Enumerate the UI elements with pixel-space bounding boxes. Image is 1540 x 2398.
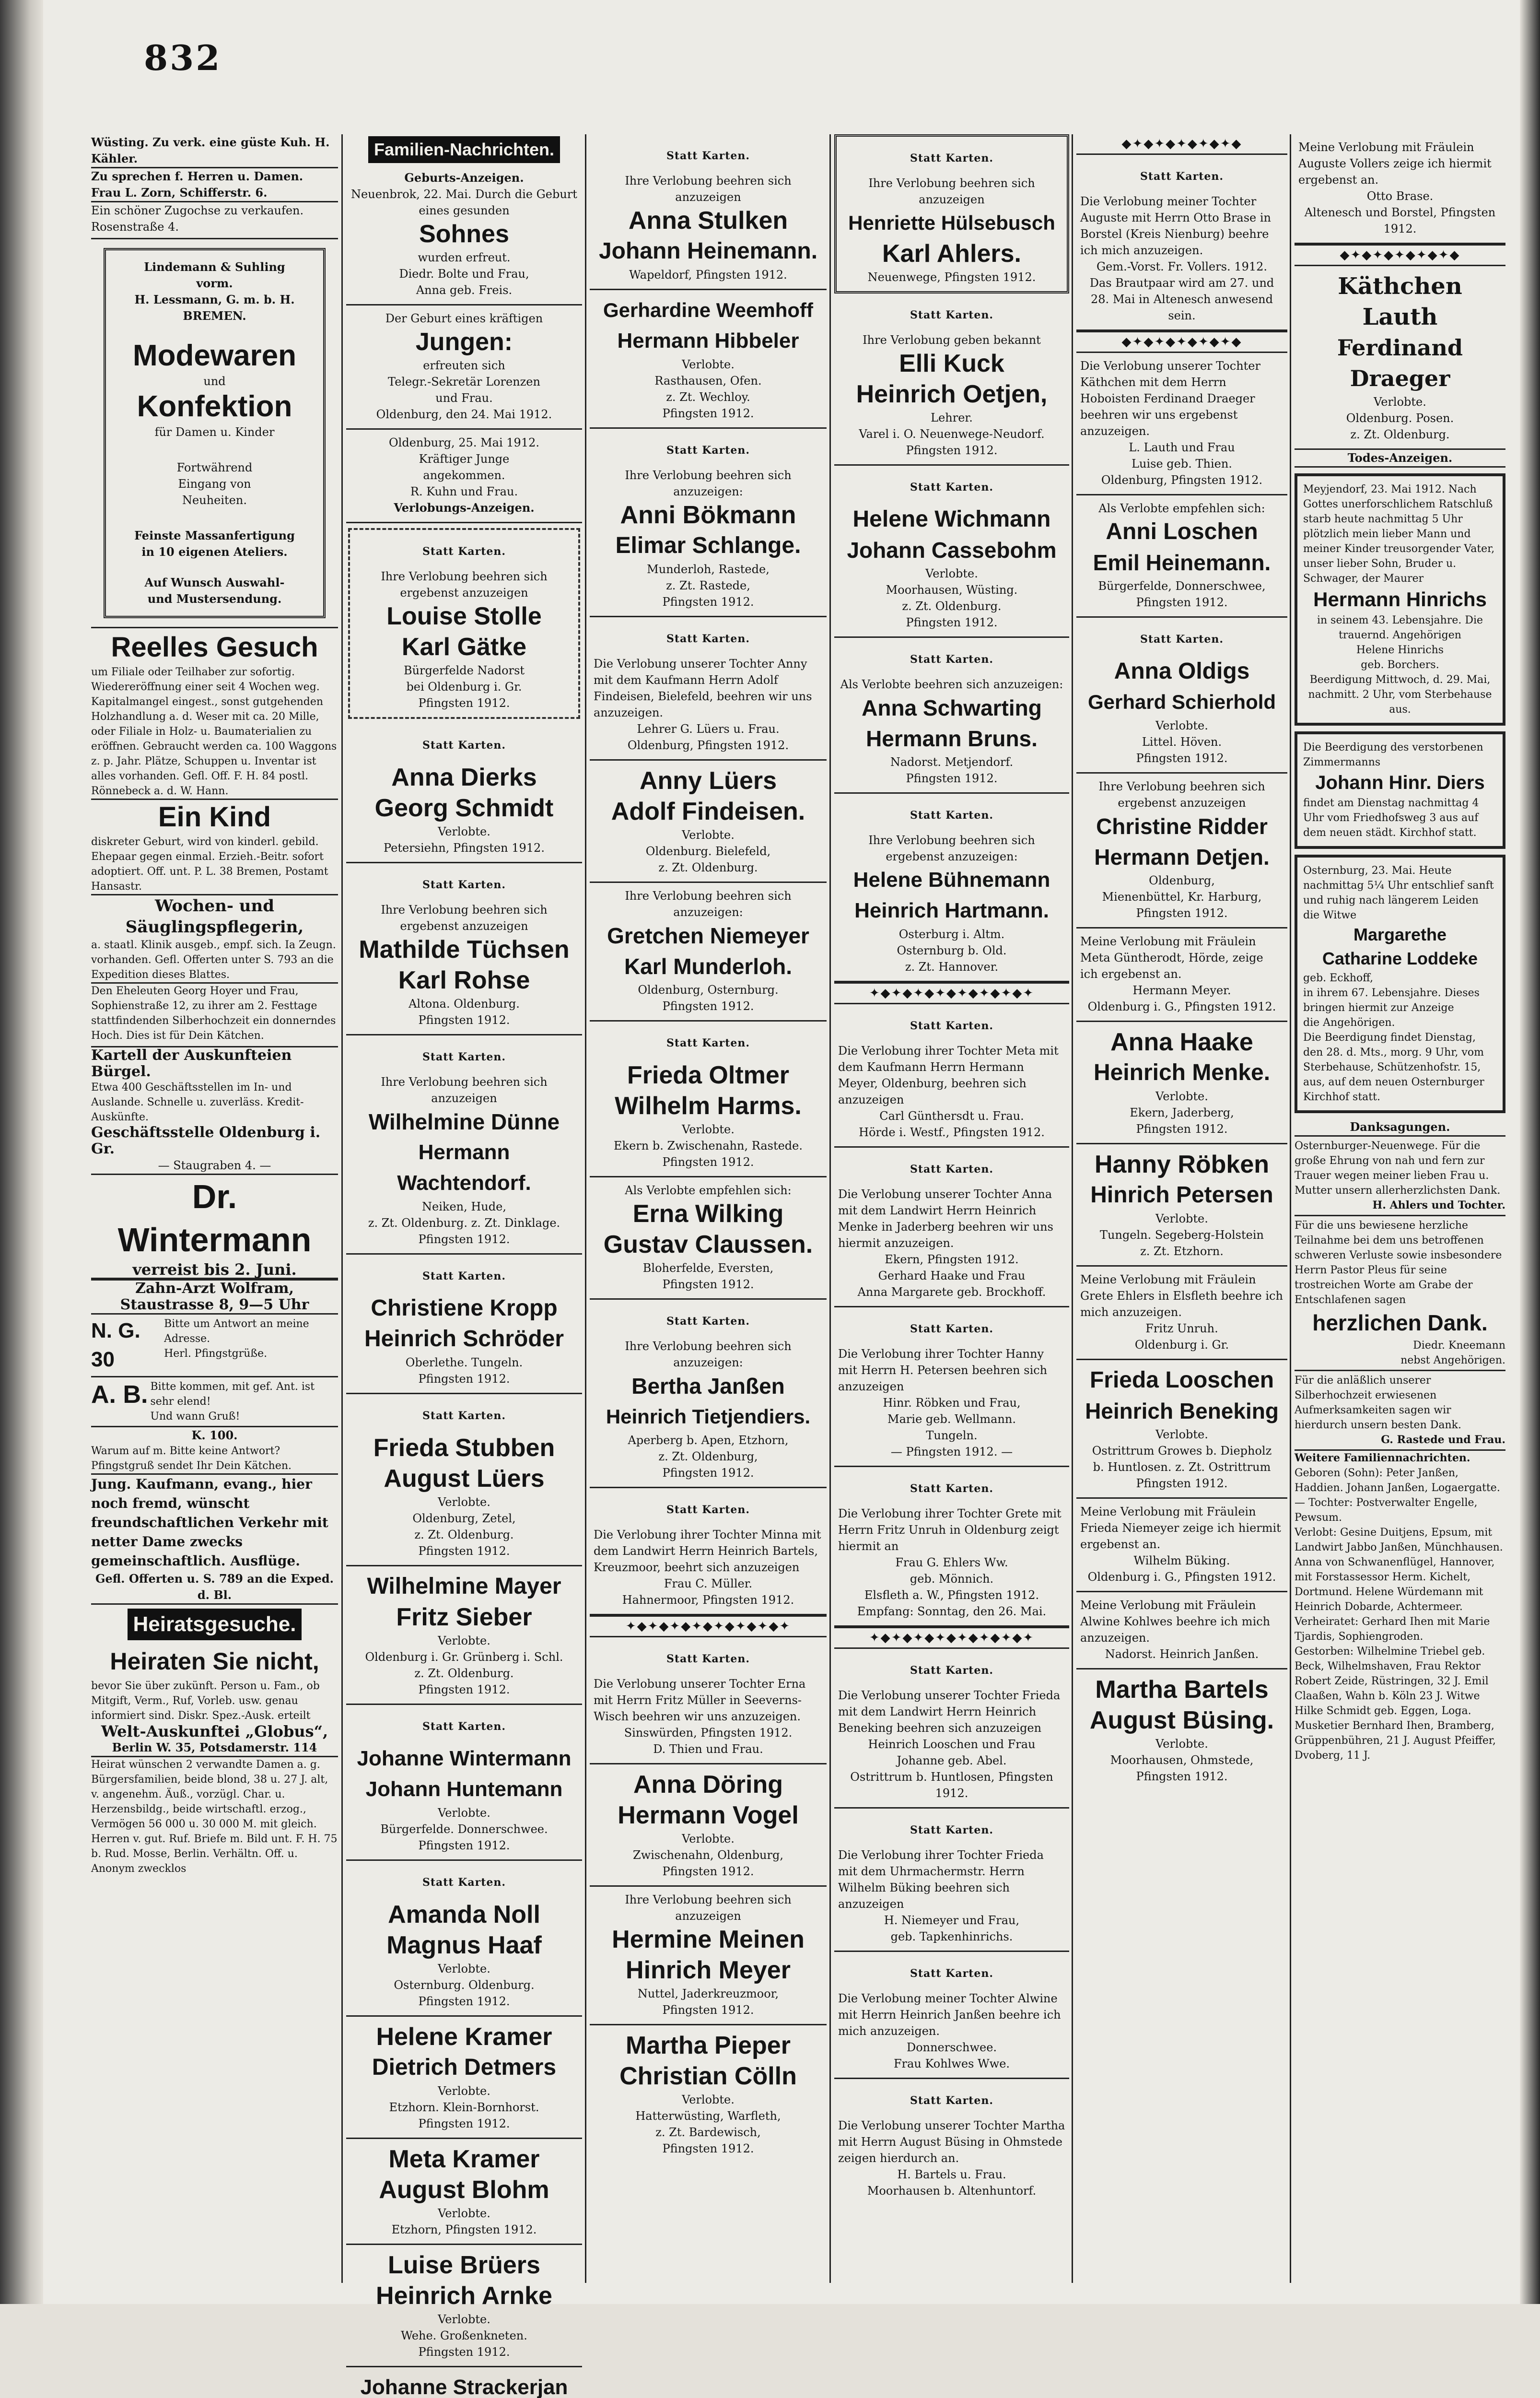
announcement-49-signature: Fritz Unruh. Oldenburg i. Gr. [1134,1322,1229,1352]
ornament-border: ✦◆✦◆✦◆✦◆✦◆✦◆✦◆✦ [834,982,1069,1004]
engagement-28-groom: Karl Ahlers. [882,240,1021,268]
engagement-24-statt-karten: Statt Karten. [666,1653,750,1665]
thanks-3-text: Für die anläßlich unserer Silberhochzeit erwiesenen Aufmerksamkeiten sagen wir hierdurch unsern besten Dank. [1295,1375,1461,1431]
ab-code: A. B. [91,1381,148,1409]
obituary-3-name: Margarethe [1353,925,1447,944]
engagement-44-groom: Gerhard Schierhold [1087,691,1276,713]
engagement-15-bride: Gerhardine Weemhoff [603,299,813,321]
kaufmann-text: Jung. Kaufmann, evang., hier noch fremd, wünscht freundschaftlichen Verkehr mit netter Dame zwecks gemeinschaftlich. Ausflüge. [91,1476,328,1569]
lindemann-und: und [203,375,226,388]
engagement-15-footer: Verlobte. Rasthausen, Ofen. z. Zt. Wechloy. Pfingsten 1912. [654,358,762,420]
announcement-38-statt-karten: Statt Karten. [910,1824,994,1836]
announcement-54-text: Meine Verlobung mit Fräulein Auguste Vollers zeige ich hiermit ergebenst an. [1298,141,1492,187]
engagement-20-groom: Wilhelm Harms. [615,1092,802,1120]
engagement-7-groom: Fritz Sieber [396,1603,532,1631]
ornament-border: ✦◆✦◆✦◆✦◆✦◆✦◆✦◆✦ [834,1627,1069,1649]
announcement-39-signature: Donnerschwee. Frau Kohlwes Wwe. [893,2041,1010,2070]
engagement-2-groom: Georg Schmidt [374,794,554,822]
obituary-3-name-2: Catharine Loddeke [1322,949,1478,968]
ad-wuesting: Wüsting. Zu verk. eine güste Kuh. H. Kähler. [91,135,330,165]
engagement-11-footer: Verlobte. Etzhorn, Pfingsten 1912. [391,2207,537,2236]
column-rule [829,134,831,2283]
engagement-28-statt-karten: Statt Karten. [910,152,994,165]
weitere-familiennachrichten-heading: Weitere Familiennachrichten. [1295,1452,1470,1464]
engagement-8-bride: Johanne Wintermann [357,1747,572,1770]
engagement-31-footer: Nadorst. Metjendorf. Pfingsten 1912. [890,755,1014,785]
engagement-17-signature: Lehrer G. Lüers u. Frau. Oldenburg, Pfingsten 1912. [627,722,789,752]
geburts-anzeigen-heading: Geburts-Anzeigen. [404,171,524,185]
wintermann-verreist: verreist bis 2. Juni. [132,1260,297,1279]
engagement-43-footer: Bürgerfelde, Donnerschwee, Pfingsten 1912. [1098,579,1266,609]
engagement-29-footer: Lehrer. Varel i. O. Neuenwege-Neudorf. Pfingsten 1912. [859,411,1045,457]
birth-2-parents: erfreuten sich Telegr.-Sekretär Lorenzen und Frau. Oldenburg, den 24. Mai 1912. [376,359,552,421]
obituary-1-details: in seinem 43. Lebensjahre. Die trauernd. Angehörigen Helene Hinrichs geb. Borchers. Beerdigung Mittwoch, d. 29. Mai, nachmitt. 2 Uhr, vom Sterbehause aus. [1308,614,1492,716]
engagement-4-intro: Ihre Verlobung beehren sich anzuzeigen [381,1075,548,1105]
engagement-19-intro: Ihre Verlobung beehren sich anzuzeigen: [625,889,792,919]
ornament-border: ◆✦◆✦◆✦◆✦◆✦◆ [1295,244,1505,266]
announcement-52-signature: Nadorst. Heinrich Janßen. [1105,1647,1259,1661]
engagement-13-bride: Johanne Strackerjan [360,2375,568,2398]
lindemann-sub: für Damen u. Kinder [154,425,275,439]
reelles-gesuch-text: um Filiale oder Teilhaber zur sofortig. Wiedereröffnung einer seit 4 Wochen weg. Kapitalmangel eingest., sonst gutgehenden Holzhandlung a. d. Weser mit ca. 20 Mille, oder Filiale in Holz- u. Baumaterialien zu eröffnen. Gebraucht werden ca. 100 Waggons z. p. Jahr. Plätze, Schuppen u. Inventar ist alles vorhanden. Gefl. Off. F. H. 84 postl. Rönnebeck a. d. W. Hann. [91,666,337,797]
ein-kind-text: diskreter Geburt, wird von kinderl. gebild. Ehepaar gegen einmal. Erzieh.-Beitr. sofort adoptiert. Off. unt. P. L. 38 Bremen, Postamt Hansastr. [91,836,328,893]
ornament-border: ✦◆✦◆✦◆✦◆✦◆✦◆✦◆✦ [590,1615,827,1637]
engagement-21-intro: Als Verlobte empfehlen sich: [625,1184,792,1197]
newspaper-page [43,0,1520,2398]
k100-text: Warum auf m. Bitte keine Antwort? Pfingstgruß sendet Ihr Dein Kätchen. [91,1445,292,1472]
engagement-22-bride: Bertha Janßen [631,1374,785,1399]
silberhochzeit-gruss: Den Eheleuten Georg Hoyer und Frau, Sophienstraße 12, zu ihrer am 2. Festtage stattfindenden Silberhochzeit ein donnerndes Hoch. Dies ist für Dein Kätchen. [91,984,338,1047]
engagement-31-groom: Hermann Bruns. [866,726,1038,751]
engagement-14-footer: Wapeldorf, Pfingsten 1912. [629,268,787,282]
engagement-29-intro: Ihre Verlobung geben bekannt [863,333,1041,347]
engagement-45-footer: Oldenburg, Mienenbüttel, Kr. Harburg, Pfingsten 1912. [1102,874,1262,920]
announcement-54-signature: Otto Brase. Altenesch und Borstel, Pfingsten 1912. [1304,189,1496,235]
kartell-address: — Staugraben 4. — [158,1159,271,1172]
engagement-32-intro: Ihre Verlobung beehren sich ergebenst anzuzeigen: [868,834,1035,863]
engagement-5-bride: Christiene Kropp [371,1295,558,1321]
column-rule [341,134,343,2283]
announcement-36-text: Die Verlobung ihrer Tochter Grete mit Herrn Fritz Unruh in Oldenburg zeigt hiermit an [838,1507,1062,1553]
ornament-border: ◆✦◆✦◆✦◆✦◆✦◆ [1076,331,1287,353]
obituary-2-text: Die Beerdigung des verstorbenen Zimmermanns [1303,741,1483,768]
announcement-38-text: Die Verlobung ihrer Tochter Frieda mit dem Uhrmachermstr. Herrn Wilhelm Büking beehren sich anzuzeigen [838,1848,1044,1911]
birth-1-name: Sohnes [419,220,509,248]
lindemann-modewaren: Modewaren [132,339,297,372]
column-deaths-thanks [1295,134,1505,2292]
obituary-1-text: Meyjendorf, 23. Mai 1912. Nach Gottes unerforschlichem Ratschluß starb heute nachmittag 5 Uhr plötzlich mein lieber Mann und meiner Kinder treusorgender Vater, unser lieber Sohn, Bruder u. Schwager, der Maurer [1303,483,1495,585]
engagement-32-footer: Osterburg i. Altm. Osternburg b. Old. z. Zt. Hannover. [897,928,1007,974]
engagement-55-groom: Ferdinand Draeger [1337,335,1463,391]
engagement-28-intro: Ihre Verlobung beehren sich anzuzeigen [868,176,1035,206]
engagement-50-groom: Heinrich Beneking [1085,1399,1279,1423]
engagement-10-groom: Dietrich Detmers [372,2055,557,2080]
kartell-geschaeftsstelle: Geschäftsstelle Oldenburg i. Gr. [91,1124,321,1157]
announcement-35-text: Die Verlobung ihrer Tochter Hanny mit Herrn H. Petersen beehren sich anzuzeigen [838,1347,1048,1393]
engagement-14-groom: Johann Heinemann. [598,238,818,264]
engagement-15-groom: Hermann Hibbeler [617,329,799,353]
ein-kind-heading: Ein Kind [158,801,271,833]
engagement-9-groom: Magnus Haaf [386,1931,542,1959]
engagement-8-footer: Verlobte. Bürgerfelde. Donnerschwee. Pfingsten 1912. [380,1806,548,1852]
engagement-47-groom: Heinrich Menke. [1093,1060,1271,1085]
announcement-33-signature: Carl Günthersdt u. Frau. Hörde i. Westf., Pfingsten 1912. [859,1109,1045,1139]
thanks-2-signature: Diedr. Kneemann nebst Angehörigen. [1400,1340,1505,1366]
announcement-41-statt-karten: Statt Karten. [1140,170,1224,183]
engagement-1-bride: Louise Stolle [386,602,542,630]
wochenpflegerin-text: a. staatl. Klinik ausgeb., empf. sich. Ia Zeugn. vorhanden. Gefl. Offerten unter S. 793 an die Expedition dieses Blattes. [91,939,336,981]
engagement-16-intro: Ihre Verlobung beehren sich anzuzeigen: [625,469,792,498]
announcement-36-statt-karten: Statt Karten. [910,1482,994,1495]
k100-heading: K. 100. [191,1428,238,1442]
engagement-5-statt-karten: Statt Karten. [422,1270,506,1282]
engagement-30-bride: Helene Wichmann [852,506,1051,532]
engagement-12-bride: Luise Brüers [388,2251,540,2279]
engagement-31-bride: Anna Schwarting [862,695,1042,720]
column-classifieds [91,134,338,2292]
announcement-33-text: Die Verlobung ihrer Tochter Meta mit dem Kaufmann Herrn Hermann Meyer, Oldenburg, beehren sich anzuzeigen [838,1044,1059,1106]
engagement-26-intro: Ihre Verlobung beehren sich anzuzeigen [625,1893,792,1923]
wochenpflegerin-heading: Wochen- und Säuglingspflegerin, [125,896,304,937]
engagement-9-statt-karten: Statt Karten. [422,1876,506,1889]
engagement-10-footer: Verlobte. Etzhorn. Klein-Bornhorst. Pfingsten 1912. [389,2084,539,2130]
engagement-1-groom: Karl Gätke [401,633,527,661]
engagement-26-footer: Nuttel, Jaderkreuzmoor, Pfingsten 1912. [637,1987,779,2017]
announcement-37-signature: Heinrich Looschen und Frau Johanne geb. Abel. Ostrittrum b. Huntlosen, Pfingsten 1912. [850,1738,1053,1800]
lindemann-konfektion: Konfektion [137,390,292,423]
engagement-7-bride: Wilhelmine Mayer [367,1574,561,1599]
birth-3-text: Oldenburg, 25. Mai 1912. Kräftiger Junge angekommen. R. Kuhn und Frau. [389,436,539,498]
engagement-28-footer: Neuenwege, Pfingsten 1912. [867,270,1036,284]
announcement-34-signature: Ekern, Pfingsten 1912. Gerhard Haake und Frau Anna Margarete geb. Brockhoff. [857,1253,1046,1299]
lindemann-auswahl: Auf Wunsch Auswahl- und Mustersendung. [144,576,285,606]
engagement-26-bride: Hermine Meinen [612,1926,805,1953]
engagement-47-bride: Anna Haake [1110,1028,1253,1056]
column-family-1 [346,134,582,2398]
engagement-18-footer: Verlobte. Oldenburg. Bielefeld, z. Zt. Oldenburg. [645,828,771,874]
engagement-5-footer: Oberlethe. Tungeln. Pfingsten 1912. [405,1356,523,1386]
zahnarzt-heading: Zahn-Arzt Wolfram, [135,1280,294,1297]
engagement-19-groom: Karl Munderloh. [624,954,793,979]
engagement-6-footer: Verlobte. Oldenburg, Zetel, z. Zt. Oldenburg. Pfingsten 1912. [412,1495,516,1558]
verlobungs-anzeigen-heading: Verlobungs-Anzeigen. [394,501,535,515]
engagement-18-groom: Adolf Findeisen. [611,798,805,825]
engagement-16-footer: Munderloh, Rastede, z. Zt. Rastede, Pfingsten 1912. [647,563,770,609]
engagement-3-groom: Karl Rohse [398,966,530,994]
lindemann-massanfertigung: Feinste Massanfertigung in 10 eigenen Ateliers. [134,529,295,559]
engagement-25-groom: Hermann Vogel [618,1801,799,1829]
engagement-53-footer: Verlobte. Moorhausen, Ohmstede, Pfingsten 1912. [1110,1737,1254,1783]
birth-1-text: Neuenbrok, 22. Mai. Durch die Geburt eines gesunden [351,188,577,217]
engagement-45-intro: Ihre Verlobung beehren sich ergebenst anzuzeigen [1098,780,1265,810]
engagement-24-signature: Sinswürden, Pfingsten 1912. D. Thien und Frau. [624,1726,793,1756]
announcement-39-text: Die Verlobung meiner Tochter Alwine mit Herrn Heinrich Janßen beehre ich mich anzuzeigen. [838,1992,1061,2038]
engagement-1-statt-karten: Statt Karten. [422,545,506,558]
engagement-27-groom: Christian Cölln [619,2062,797,2090]
announcement-36-signature: Frau G. Ehlers Ww. geb. Mönnich. Elsfleth a. W., Pfingsten 1912. Empfang: Sonntag, den 26. Mai. [857,1556,1047,1618]
obituary-3 [1295,855,1505,1113]
engagement-30-statt-karten: Statt Karten. [910,481,994,494]
thanks-3-signature: G. Rastede und Frau. [1381,1434,1505,1446]
engagement-4-groom: Hermann Wachtendorf. [397,1140,531,1195]
kartell-heading: Kartell der Auskunfteien Bürgel. [91,1047,292,1080]
announcement-42-text: Die Verlobung unserer Tochter Käthchen mit dem Herrn Hoboisten Ferdinand Draeger beehren wir uns ergebenst anzuzeigen. [1080,359,1260,438]
column-rule [1072,134,1073,2283]
engagement-22-intro: Ihre Verlobung beehren sich anzuzeigen: [625,1340,792,1369]
engagement-43-groom: Emil Heinemann. [1093,550,1271,575]
engagement-8-groom: Johann Huntemann [365,1777,563,1801]
engagement-17-statt-karten: Statt Karten. [666,633,750,645]
engagement-3-statt-karten: Statt Karten. [422,879,506,891]
engagement-9-bride: Amanda Noll [388,1901,540,1928]
wintermann-heading: Dr. Wintermann [117,1178,312,1258]
announcement-34-statt-karten: Statt Karten. [910,1163,994,1175]
engagement-6-groom: August Lüers [384,1465,545,1493]
announcement-37-text: Die Verlobung unserer Tochter Frieda mit dem Landwirt Herrn Heinrich Beneking beehren sich anzuzeigen [838,1689,1061,1735]
reelles-gesuch-heading: Reelles Gesuch [111,632,318,663]
announcement-34-text: Die Verlobung unserer Tochter Anna mit dem Landwirt Herrn Heinrich Menke in Jaderberg beehren wir uns hiermit anzuzeigen. [838,1187,1053,1250]
engagement-22-statt-karten: Statt Karten. [666,1315,750,1328]
announcement-41-signature: Gem.-Vorst. Fr. Vollers. 1912. [1096,260,1268,273]
engagement-3-intro: Ihre Verlobung beehren sich ergebenst anzuzeigen [381,903,548,933]
obituary-2-name: Johann Hinr. Diers [1315,772,1485,793]
page-edge-left [0,0,43,2304]
welt-auskunftei-address: Berlin W. 35, Potsdamerstr. 114 [112,1740,317,1754]
engagement-31-intro: Als Verlobte beehren sich anzuzeigen: [840,678,1063,691]
ad-zugochse: Ein schöner Zugochse zu verkaufen. Rosenstraße 4. [91,202,338,239]
engagement-50-bride: Frieda Looschen [1089,1367,1274,1393]
engagement-20-statt-karten: Statt Karten. [666,1037,750,1049]
engagement-29-groom: Heinrich Oetjen, [856,380,1048,408]
engagement-2-footer: Verlobte. Petersiehn, Pfingsten 1912. [384,825,545,855]
engagement-23-statt-karten: Statt Karten. [666,1504,750,1516]
announcement-37-statt-karten: Statt Karten. [910,1664,994,1677]
obituary-2-details: findet am Dienstag nachmittag 4 Uhr vom Friedhofsweg 3 aus auf dem neuen städt. Kirchhof statt. [1303,797,1479,839]
heiratsgesuche-heading: Heiratsgesuche. [128,1609,302,1640]
obituary-1 [1295,473,1505,726]
announcement-40-text: Die Verlobung unserer Tochter Martha mit Herrn August Büsing in Ohmstede zeigen hierdurch an. [838,2119,1065,2165]
engagement-4-statt-karten: Statt Karten. [422,1051,506,1063]
kaufmann-offerten: Gefl. Offerten u. S. 789 an die Exped. d. Bl. [95,1572,334,1602]
ng-text: Bitte um Antwort an meine Adresse. Herl. Pfingstgrüße. [164,1318,309,1360]
engagement-12-groom: Heinrich Arnke [376,2282,552,2310]
thanks-1-signature: H. Ahlers und Tochter. [1372,1199,1505,1211]
kartell-text: Etwa 400 Geschäftsstellen im In- und Auslande. Schnelle u. zuverläss. Kredit-Auskünfte. [91,1081,304,1123]
announcement-41-footer: Das Brautpaar wird am 27. und 28. Mai in Altenesch anwesend sein. [1089,276,1274,322]
ab-text: Bitte kommen, mit gef. Ant. ist sehr elend! Und wann Gruß! [150,1381,315,1422]
obituary-3-text: Osternburg, 23. Mai. Heute nachmittag 5¼ Uhr entschlief sanft und ruhig nach längerem Leiden die Witwe [1303,865,1494,921]
engagement-19-bride: Gretchen Niemeyer [607,923,809,948]
engagement-45-bride: Christine Ridder [1096,814,1268,839]
engagement-27-bride: Martha Pieper [626,2032,791,2059]
engagement-23-signature: Frau C. Müller. Hahnermoor, Pfingsten 1912. [622,1577,794,1607]
announcement-38-signature: H. Niemeyer und Frau, geb. Tapkenhinrichs. [884,1914,1020,1943]
engagement-11-bride: Meta Kramer [388,2145,540,2173]
engagement-50-footer: Verlobte. Ostrittrum Growes b. Diepholz b. Huntlosen. z. Zt. Ostrittrum Pfingsten 1912. [1092,1428,1272,1490]
engagement-32-groom: Heinrich Hartmann. [854,899,1049,922]
thanks-2-heading: herzlichen Dank. [1312,1310,1488,1335]
announcement-39-statt-karten: Statt Karten. [910,1967,994,1980]
engagement-8-statt-karten: Statt Karten. [422,1720,506,1733]
engagement-11-groom: August Blohm [379,2176,549,2204]
announcement-52-text: Meine Verlobung mit Fräulein Alwine Kohlwes beehre ich mich anzuzeigen. [1080,1599,1271,1645]
column-rule [585,134,586,2283]
engagement-43-bride: Anni Loschen [1106,519,1258,544]
announcement-42-signature: L. Lauth und Frau Luise geb. Thien. Oldenburg, Pfingsten 1912. [1101,441,1263,487]
engagement-53-bride: Martha Bartels [1095,1676,1269,1704]
announcement-35-footer: — Pfingsten 1912. — [890,1445,1013,1458]
announcement-40-signature: H. Bartels u. Frau. Moorhausen b. Altenhuntorf. [867,2168,1037,2198]
column-rule [1290,134,1291,2283]
engagement-25-bride: Anna Döring [633,1771,783,1798]
engagement-3-bride: Mathilde Tüchsen [359,936,570,964]
announcement-35-signature: Hinr. Röbken und Frau, Marie geb. Wellmann. Tungeln. [883,1396,1021,1442]
column-family-2 [590,134,827,2292]
announcement-51-text: Meine Verlobung mit Fräulein Frieda Niemeyer zeige ich hiermit ergebenst an. [1080,1505,1281,1551]
ng-code: N. G. 30 [91,1319,140,1371]
lindemann-header: Lindemann & Suhling vorm. H. Lessmann, G. m. b. H. BREMEN. [134,260,295,323]
engagement-14-intro: Ihre Verlobung beehren sich anzuzeigen [625,174,792,204]
ad-sprechen: Zu sprechen f. Herren u. Damen. Frau L. Zorn, Schifferstr. 6. [91,169,303,200]
announcement-41-text: Die Verlobung meiner Tochter Auguste mit Herrn Otto Brase in Borstel (Kreis Nienburg) beehre ich mich anzuzeigen. [1080,195,1272,257]
weitere-familiennachrichten-text: Geboren (Sohn): Peter Janßen, Haddien. Johann Janßen, Logaergatte. — Tochter: Postverwalter Engelle, Pewsum. Verlobt: Gesine Duitjens, Epsum, mit Landwirt Jabbo Janßen, Münchhausen. Anna von Schwanenflügel, Hannover, mit Forstassessor Herm. Kichelt, Dortmund. Helene Würdemann mit Heinrich Dobarde, Achtermeer. Verheiratet: Gerhard Ihen mit Marie Tjardis, Sophiengroden. Gestorben: Wilhelmine Triebel geb. Beck, Wilhelmshaven, Frau Rektor Robert Zeide, Rüstringen, 32 J. Emil Claaßen, Wahn b. Köln 23 J. Witwe Hilke Schmidt geb. Eggen, Loga. Musketier Bernhard Ihen, Bramberg, Grüppenbühren, 21 J. August Pfeiffer, Dvoberg, 11 J. [1295,1467,1503,1762]
engagement-22-footer: Aperberg b. Apen, Etzhorn, z. Zt. Oldenburg, Pfingsten 1912. [628,1434,789,1480]
obituary-1-name: Hermann Hinrichs [1313,588,1487,611]
engagement-25-footer: Verlobte. Zwischenahn, Oldenburg, Pfingsten 1912. [633,1832,783,1878]
engagement-6-bride: Frieda Stubben [373,1434,555,1462]
engagement-44-footer: Verlobte. Littel. Höven. Pfingsten 1912. [1136,719,1228,765]
obituary-2 [1295,731,1505,849]
page-edge-right [1520,0,1540,2304]
announcement-35-statt-karten: Statt Karten. [910,1323,994,1335]
lindemann-neuheiten: Fortwährend Eingang von Neuheiten. [176,461,253,507]
obituary-3-details: geb. Eckhoff, in ihrem 67. Lebensjahre. Dieses bringen hiermit zur Anzeige die Angehörigen. Die Beerdigung findet Dienstag, den 28. d. Mts., morg. 9 Uhr, vom Sterbehause, Schützenhofstr. 15, aus, auf dem neuen Osternburger Kirchhof statt. [1303,972,1484,1103]
engagement-2-bride: Anna Dierks [391,764,537,791]
ad-lindemann [104,248,326,618]
engagement-28-bride: Henriette Hülsebusch [848,212,1055,234]
ornament-border: ◆✦◆✦◆✦◆✦◆✦◆ [1076,134,1287,155]
announcement-49-text: Meine Verlobung mit Fräulein Grete Ehlers in Elsfleth beehre ich mich anzuzeigen. [1080,1273,1283,1319]
thanks-2-text: Für die uns bewiesene herzliche Teilnahme bei dem uns betroffenen schweren Verluste sowie insbesondere Herrn Pastor Pleus für seine trostreichen Worte am Grabe der Entschlafenen sagen [1295,1220,1502,1306]
birth-2-name: Jungen: [415,328,513,356]
welt-auskunftei: Welt-Auskunftei „Globus“, [101,1722,328,1740]
engagement-43-intro: Als Verlobte empfehlen sich: [1098,502,1265,515]
engagement-55-footer: Verlobte. Oldenburg. Posen. z. Zt. Oldenburg. [1346,395,1454,441]
zahnarzt-address: Staustrasse 8, 9—5 Uhr [120,1296,309,1313]
engagement-1-place: Bürgerfelde Nadorst bei Oldenburg i. Gr. Pfingsten 1912. [403,664,525,710]
engagement-55-bride: Käthchen Lauth [1338,273,1462,330]
engagement-21-groom: Gustav Claussen. [603,1231,813,1258]
engagement-53-groom: August Büsing. [1089,1706,1274,1734]
engagement-44-statt-karten: Statt Karten. [1140,633,1224,646]
engagement-19-footer: Oldenburg, Osternburg. Pfingsten 1912. [638,983,779,1013]
engagement-26-groom: Hinrich Meyer [626,1956,791,1984]
engagement-32-statt-karten: Statt Karten. [910,809,994,822]
engagement-45-groom: Hermann Detjen. [1094,845,1270,870]
engagement-7-footer: Verlobte. Oldenburg i. Gr. Grünberg i. Schl. z. Zt. Oldenburg. Pfingsten 1912. [365,1634,563,1696]
engagement-32-bride: Helene Bühnemann [853,868,1050,892]
engagement-5-groom: Heinrich Schröder [364,1326,564,1352]
engagement-20-footer: Verlobte. Ekern b. Zwischenahn, Rastede. Pfingsten 1912. [614,1123,803,1169]
engagement-20-bride: Frieda Oltmer [627,1061,790,1089]
engagement-1-intro: Ihre Verlobung beehren sich ergebenst anzuzeigen [381,570,548,600]
engagement-9-footer: Verlobte. Osternburg. Oldenburg. Pfingsten 1912. [394,1962,535,2008]
engagement-29-statt-karten: Statt Karten. [910,309,994,321]
engagement-16-bride: Anni Bökmann [620,501,796,529]
engagement-30-groom: Johann Cassebohm [847,538,1057,563]
familien-nachrichten-heading: Familien-Nachrichten. [368,136,560,163]
heirat-damen-text: Heirat wünschen 2 verwandte Damen a. g. Bürgersfamilien, beide blond, 38 u. 27 J. alt, v. angenehm. Äuß., vorzügl. Char. u. Herzensbildg., beide wirtschaftl. erzog., Vermögen 56 000 u. 30 000 M. mit gleich. Herren v. gut. Ruf. Briefe m. Bild unt. F. H. 75 b. Rud. Mosse, Berlin. Verhältn. Off. u. Anonym zwecklos [91,1759,338,1875]
engagement-2-statt-karten: Statt Karten. [422,739,506,752]
announcement-51-signature: Wilhelm Büking. Oldenburg i. G., Pfingsten 1912. [1087,1554,1276,1584]
engagement-30-footer: Verlobte. Moorhausen, Wüsting. z. Zt. Oldenburg. Pfingsten 1912. [886,567,1018,629]
engagement-17-text: Die Verlobung unserer Tochter Anny mit dem Kaufmann Herrn Adolf Findeisen, Bielefeld, beehren wir uns anzuzeigen. [594,657,812,719]
engagement-48-footer: Verlobte. Tungeln. Segeberg-Holstein z. Zt. Etzhorn. [1100,1212,1264,1258]
engagement-31-statt-karten: Statt Karten. [910,653,994,666]
heiraten-text: bevor Sie über zukünft. Person u. Fam., ob Mitgift, Verm., Ruf, Vorleb. usw. genau informiert sind. Diskr. Spez.-Ausk. erteilt [91,1680,320,1722]
engagement-14-bride: Anna Stulken [628,207,788,235]
engagement-4-footer: Neiken, Hude, z. Zt. Oldenburg. z. Zt. Dinklage. Pfingsten 1912. [368,1200,560,1246]
announcement-40-statt-karten: Statt Karten. [910,2094,994,2107]
announcement-33-statt-karten: Statt Karten. [910,1020,994,1032]
engagement-48-groom: Hinrich Petersen [1090,1182,1273,1208]
engagement-27-footer: Verlobte. Hatterwüsting, Warfleth, z. Zt. Bardewisch, Pfingsten 1912. [635,2093,781,2155]
announcement-46-text: Meine Verlobung mit Fräulein Meta Güntherodt, Hörde, zeige ich ergebenst an. [1080,935,1263,981]
engagement-48-bride: Hanny Röbken [1094,1151,1270,1178]
heiraten-heading: Heiraten Sie nicht, [110,1648,319,1675]
birth-2-text: Der Geburt eines kräftigen [385,312,543,325]
birth-1-parents: wurden erfreut. Diedr. Bolte und Frau, Anna geb. Freis. [399,251,529,297]
engagement-24-text: Die Verlobung unserer Tochter Erna mit Herrn Fritz Müller in Seeverns-Wisch beehren wir uns anzuzeigen. [594,1677,806,1723]
engagement-6-statt-karten: Statt Karten. [422,1410,506,1422]
page-number: 832 [144,37,222,78]
thanks-1-text: Osternburger-Neuenwege. Für die große Ehrung von nah und fern zur Trauer wegen meiner lieben Frau u. Mutter unsern allerherzlichsten Dank. [1295,1140,1501,1197]
todes-anzeigen-heading: Todes-Anzeigen. [1295,450,1505,468]
column-family-4 [1076,134,1287,2292]
danksagungen-heading: Danksagungen. [1295,1119,1505,1137]
column-family-3 [834,134,1069,2292]
engagement-16-groom: Elimar Schlange. [615,533,801,558]
engagement-16-statt-karten: Statt Karten. [666,444,750,457]
engagement-12-footer: Verlobte. Wehe. Großenkneten. Pfingsten 1912. [401,2313,527,2359]
engagement-44-bride: Anna Oldigs [1114,658,1250,684]
engagement-18-bride: Anny Lüers [639,767,777,795]
announcement-46-signature: Hermann Meyer. Oldenburg i. G., Pfingsten 1912. [1087,984,1276,1013]
engagement-47-footer: Verlobte. Ekern, Jaderberg, Pfingsten 1912. [1130,1090,1234,1136]
engagement-23-text: Die Verlobung ihrer Tochter Minna mit dem Landwirt Herrn Heinrich Bartels, Kreuzmoor, beehrt sich anzuzeigen [594,1528,821,1574]
engagement-22-groom: Heinrich Tietjendiers. [606,1405,811,1428]
engagement-14-statt-karten: Statt Karten. [666,150,750,162]
engagement-10-bride: Helene Kramer [376,2023,552,2051]
engagement-29-bride: Elli Kuck [899,350,1004,377]
engagement-4-bride: Wilhelmine Dünne [368,1109,560,1134]
engagement-3-footer: Altona. Oldenburg. Pfingsten 1912. [408,997,520,1027]
engagement-21-footer: Bloherfelde, Eversten, Pfingsten 1912. [642,1261,774,1291]
engagement-21-bride: Erna Wilking [632,1200,784,1228]
